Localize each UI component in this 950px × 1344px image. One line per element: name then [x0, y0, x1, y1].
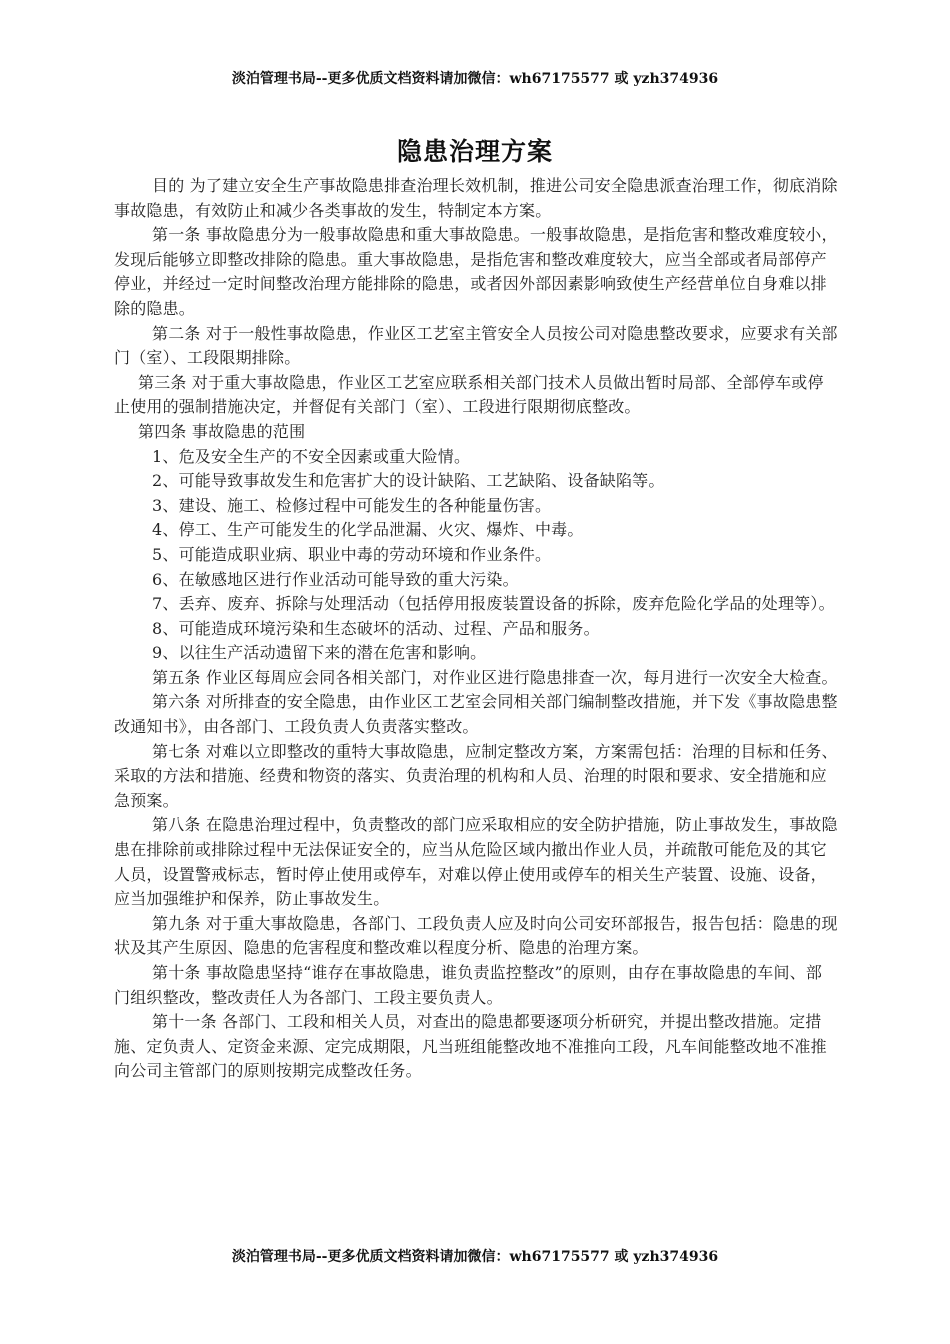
paragraph-article-5: 第五条 作业区每周应会同各相关部门，对作业区进行隐患排查一次，每月进行一次安全大检查。 [152, 667, 838, 687]
paragraph-article-4: 第四条 事故隐患的范围 [138, 421, 306, 441]
list-item: 8、可能造成环境污染和生态破坏的活动、过程、产品和服务。 [152, 618, 600, 638]
list-item: 7、丢弃、废弃、拆除与处理活动（包括停用报废装置设备的拆除，废弃危险化学品的处理等）。 [152, 594, 835, 614]
paragraph-article-10: 第十条 事故隐患坚持“谁存在事故隐患，谁负责监控整改”的原则，由存在事故隐患的车间、部门组织整改，整改责任人为各部门、工段主要负责人。 [114, 963, 823, 1007]
list-item: 1、危及安全生产的不安全因素或重大险情。 [152, 446, 471, 466]
paragraph-article-8: 第八条 在隐患治理过程中，负责整改的部门应采取相应的安全防护措施，防止事故发生，事故隐患在排除前或排除过程中无法保证安全的，应当从危险区域内撤出作业人员，并疏散可能危及的其它人员，设置警戒标志，暂时停止使用或停车，对难以停止使用或停车的相关生产装置、设施、设备，应当加强维护和保养，防止事故发生。 [114, 815, 838, 909]
list-item: 6、在敏感地区进行作业活动可能导致的重大污染。 [152, 569, 519, 589]
list-item: 9、以往生产活动遗留下来的潜在危害和影响。 [152, 643, 487, 663]
list-item: 2、可能导致事故发生和危害扩大的设计缺陷、工艺缺陷、设备缺陷等。 [152, 471, 665, 491]
paragraph-article-3: 第三条 对于重大事故隐患，作业区工艺室应联系相关部门技术人员做出暂时局部、全部停车或停止使用的强制措施决定，并督促有关部门（室）、工段进行限期彻底整改。 [114, 372, 824, 417]
list-item: 3、建设、施工、检修过程中可能发生的各种能量伤害。 [152, 495, 552, 515]
paragraph-purpose: 目的 为了建立安全生产事故隐患排查治理长效机制，推进公司安全隐患派查治理工作，彻底消除事故隐患，有效防止和减少各类事故的发生，特制定本方案。 [114, 176, 838, 220]
document-body [114, 174, 838, 1084]
paragraph-article-2: 第二条 对于一般性事故隐患，作业区工艺室主管安全人员按公司对隐患整改要求，应要求有关部门（室）、工段限期排除。 [114, 323, 838, 368]
paragraph-article-1: 第一条 事故隐患分为一般事故隐患和重大事故隐患。一般事故隐患，是指危害和整改难度较小，发现后能够立即整改排除的隐患。重大事故隐患，是指危害和整改难度较大，应当全部或者局部停产停业，并经过一定时间整改治理方能排除的隐患，或者因外部因素影响致使生产经营单位自身难以排除的隐患。 [114, 225, 838, 318]
page-header-watermark: 淡泊管理书局--更多优质文档资料请加微信：wh67175577 或 yzh374936 [231, 71, 719, 87]
document-title: 隐患治理方案 [396, 137, 553, 166]
page-footer-watermark: 淡泊管理书局--更多优质文档资料请加微信：wh67175577 或 yzh374936 [231, 1249, 719, 1265]
list-item: 5、可能造成职业病、职业中毒的劳动环境和作业条件。 [152, 544, 552, 564]
list-item: 4、停工、生产可能发生的化学品泄漏、火灾、爆炸、中毒。 [152, 520, 584, 540]
paragraph-article-7: 第七条 对难以立即整改的重特大事故隐患，应制定整改方案，方案需包括：治理的目标和任务、采取的方法和措施、经费和物资的落实、负责治理的机构和人员、治理的时限和要求、安全措施和应急预案。 [114, 741, 838, 810]
paragraph-article-9: 第九条 对于重大事故隐患，各部门、工段负责人应及时向公司安环部报告，报告包括：隐患的现状及其产生原因、隐患的危害程度和整改难以程度分析、隐患的治理方案。 [114, 913, 838, 958]
paragraph-article-6: 第六条 对所排查的安全隐患，由作业区工艺室会同相关部门编制整改措施，并下发《事故隐患整改通知书》，由各部门、工段负责人负责落实整改。 [114, 692, 838, 737]
paragraph-article-11: 第十一条 各部门、工段和相关人员，对查出的隐患都要逐项分析研究，并提出整改措施。定措施、定负责人、定资金来源、定完成期限，凡当班组能整改地不准推向工段，凡车间能整改地不准推向公司主管部门的原则按期完成整改任务。 [114, 1012, 827, 1081]
